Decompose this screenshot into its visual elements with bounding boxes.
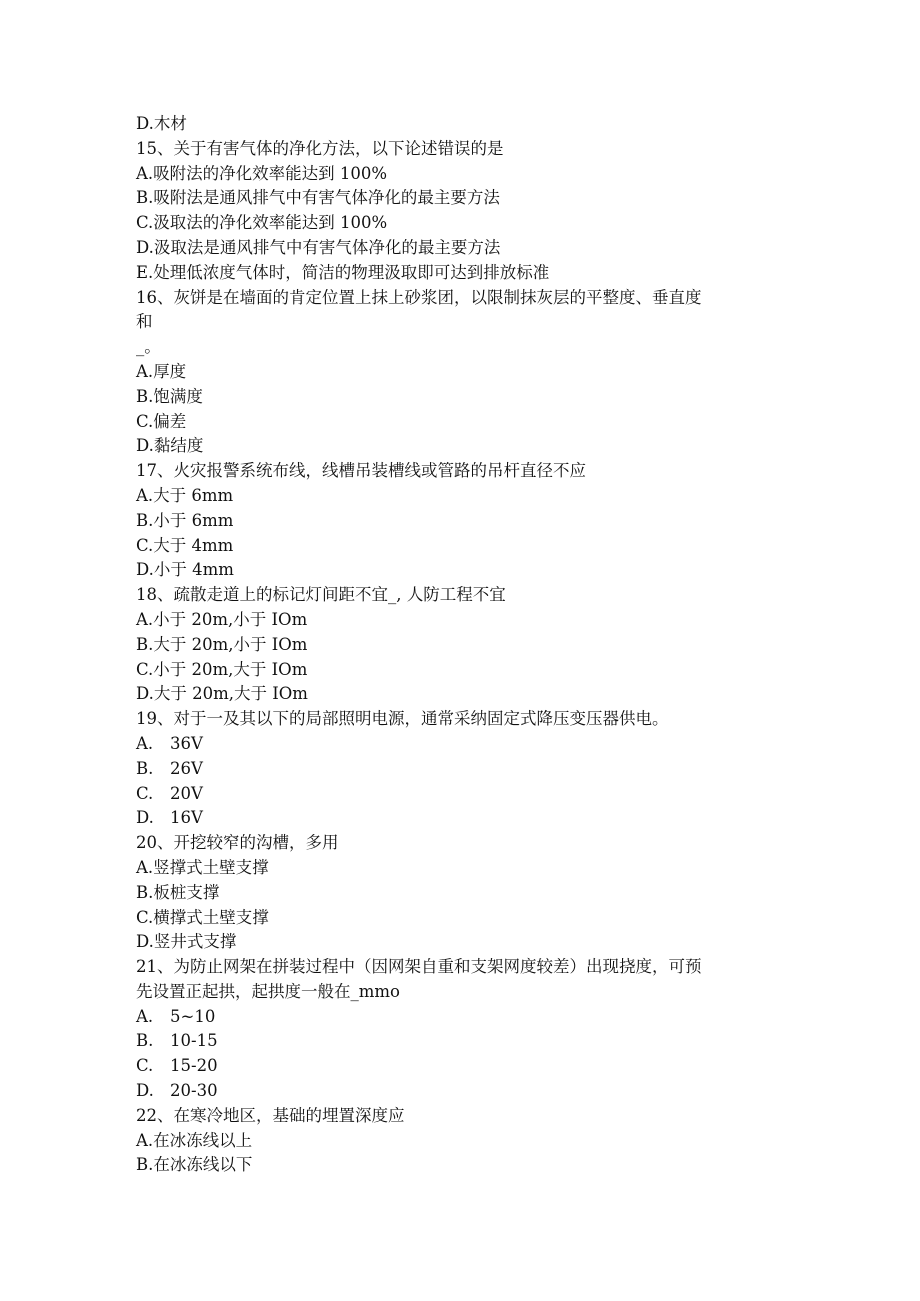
option-letter: A. [136,733,154,753]
question-text: 18、疏散走道上的标记灯间距不宜_, 人防工程不宜 [136,585,506,605]
document-body [136,112,786,1178]
option-letter: D. [136,808,154,828]
option-text: D.黏结度 [136,436,204,456]
option-text [136,1079,786,1104]
option-text: B.大于 20m,小于 IOm [136,634,308,654]
option-text: B.吸附法是通风排气中有害气体净化的最主要方法 [136,188,500,208]
option-text [136,1054,786,1079]
question-text: 15、关于有害气体的净化方法，以下论述错误的是 [136,138,504,158]
question-text: 22、在寒冷地区，基础的埋置深度应 [136,1105,405,1125]
option-text: A.厚度 [136,361,187,381]
option-text: A.在冰冻线以上 [136,1130,253,1150]
option-letter: D. [136,1081,154,1101]
option-text: C.汲取法的净化效率能达到 100% [136,213,388,233]
option-text: B.饱满度 [136,386,203,406]
option-value: 10-15 [170,1031,218,1051]
option-text: C.大于 4mm [136,535,234,555]
option-text: _。 [136,337,161,357]
option-text: D.汲取法是通风排气中有害气体净化的最主要方法 [136,237,501,257]
question-text: 17、火灾报警系统布线，线槽吊装槽线或管路的吊杆直径不应 [136,461,586,481]
option-text: D.小于 4mm [136,560,234,580]
option-text: B.板桩支撑 [136,882,220,902]
option-text: E.处理低浓度气体时，简洁的物理汲取即可达到排放标准 [136,262,550,282]
option-value: 16V [170,808,203,828]
option-text: A.竖撑式土壁支撑 [136,857,269,877]
option-text: C.小于 20m,大于 IOm [136,659,308,679]
option-text: 先设置正起拱，起拱度一般在_mmo [136,981,400,1001]
option-value: 15-20 [170,1056,218,1076]
option-letter: A. [136,1006,154,1026]
option-text [136,757,786,782]
option-text [136,782,786,807]
option-text [136,1029,786,1054]
option-letter: B. [136,758,154,778]
option-letter: C. [136,1056,154,1076]
option-text: A.大于 6mm [136,485,234,505]
question-text: 19、对于一及其以下的局部照明电源，通常采纳固定式降压变压器供电。 [136,709,669,729]
option-text: B.小于 6mm [136,510,234,530]
option-text [136,1005,786,1030]
option-value: 26V [170,758,203,778]
option-text: B.在冰冻线以下 [136,1155,253,1175]
option-text [136,732,786,757]
question-text: 21、为防止网架在拼装过程中（因网架自重和支架网度较差）出现挠度，可预 [136,957,702,977]
option-text: C.横撑式土壁支撑 [136,907,269,927]
question-text: 20、开挖较窄的沟槽，多用 [136,833,339,853]
option-text [136,806,786,831]
option-text: D.木材 [136,114,187,133]
option-text: A.小于 20m,小于 IOm [136,609,308,629]
option-text: D.竖井式支撑 [136,932,237,952]
option-letter: C. [136,783,154,803]
option-value: 36V [170,733,203,753]
question-text: 16、灰饼是在墙面的肯定位置上抹上砂浆团，以限制抹灰层的平整度、垂直度 [136,287,702,307]
option-value: 20-30 [170,1081,218,1101]
option-value: 20V [170,783,203,803]
option-text: 和 [136,312,153,332]
option-text: D.大于 20m,大于 IOm [136,684,308,704]
option-text: A.吸附法的净化效率能达到 100% [136,163,388,183]
option-value: 5~10 [170,1006,216,1026]
option-text: C.偏差 [136,411,187,431]
option-letter: B. [136,1031,154,1051]
